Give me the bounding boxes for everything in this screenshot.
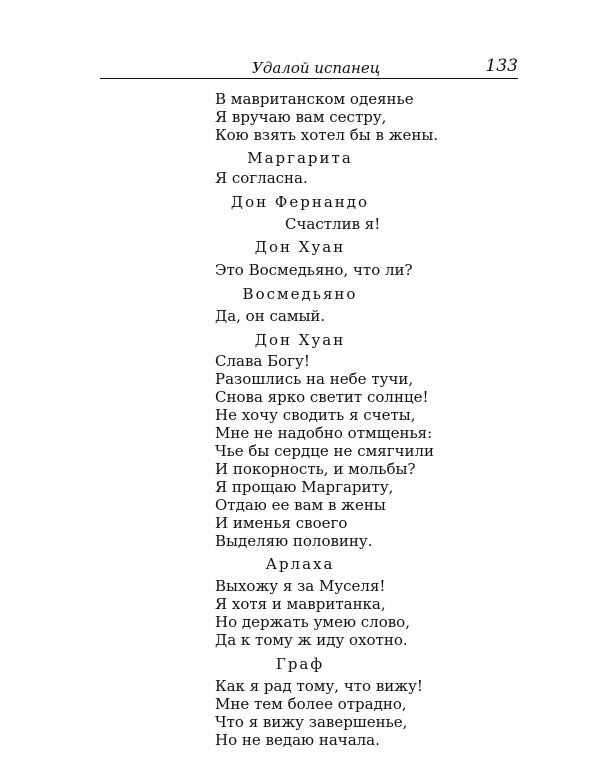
verse-line: Мне тем более отрадно, (215, 695, 407, 713)
verse-line: В мавританском одеянье (215, 90, 414, 108)
verse-line: Мне не надобно отмщенья: (215, 424, 433, 442)
page-number: 133 (485, 56, 518, 76)
verse-line: Да, он самый. (215, 307, 326, 325)
speaker-name: Арлаха (265, 555, 335, 573)
verse-line: Счастлив я! (285, 215, 381, 233)
speaker-name: Восмедьяно (242, 285, 358, 303)
verse-line: Я согласна. (215, 169, 308, 187)
verse-line: Я вручаю вам сестру, (215, 108, 387, 126)
page-header (100, 56, 518, 78)
verse-line: Разошлись на небе тучи, (215, 370, 414, 388)
verse-line: Выделяю половину. (215, 532, 373, 550)
speaker-name: Дон Хуан (254, 331, 346, 349)
verse-line: Я прощаю Маргариту, (215, 478, 394, 496)
verse-line: Это Восмедьяно, что ли? (215, 261, 413, 279)
verse-line: Выхожу я за Муселя! (215, 577, 386, 595)
verse-line: Слава Богу! (215, 352, 310, 370)
speaker-name: Граф (275, 655, 325, 673)
verse-line: Но держать умею слово, (215, 613, 410, 631)
verse-line: Я хотя и мавританка, (215, 595, 386, 613)
verse-line: Но не ведаю начала. (215, 731, 380, 749)
verse-line: Чье бы сердце не смягчили (215, 442, 435, 460)
speaker-name: Маргарита (247, 149, 353, 167)
header-rule (100, 78, 518, 79)
verse-line: Снова ярко светит солнце! (215, 388, 429, 406)
verse-line: И покорность, и мольбы? (215, 460, 416, 478)
verse-line: Кою взять хотел бы в жены. (215, 126, 439, 144)
verse-line: Как я рад тому, что вижу! (215, 677, 423, 695)
running-title: Удалой испанец (252, 59, 381, 77)
verse-line: Что я вижу завершенье, (215, 713, 408, 731)
verse-line: И именья своего (215, 514, 348, 532)
speaker-name: Дон Хуан (254, 238, 346, 256)
verse-line: Отдаю ее вам в жены (215, 496, 386, 514)
verse-line: Не хочу сводить я счеты, (215, 406, 416, 424)
verse-line: Да к тому ж иду охотно. (215, 631, 408, 649)
speaker-name: Дон Фернандо (230, 193, 370, 211)
